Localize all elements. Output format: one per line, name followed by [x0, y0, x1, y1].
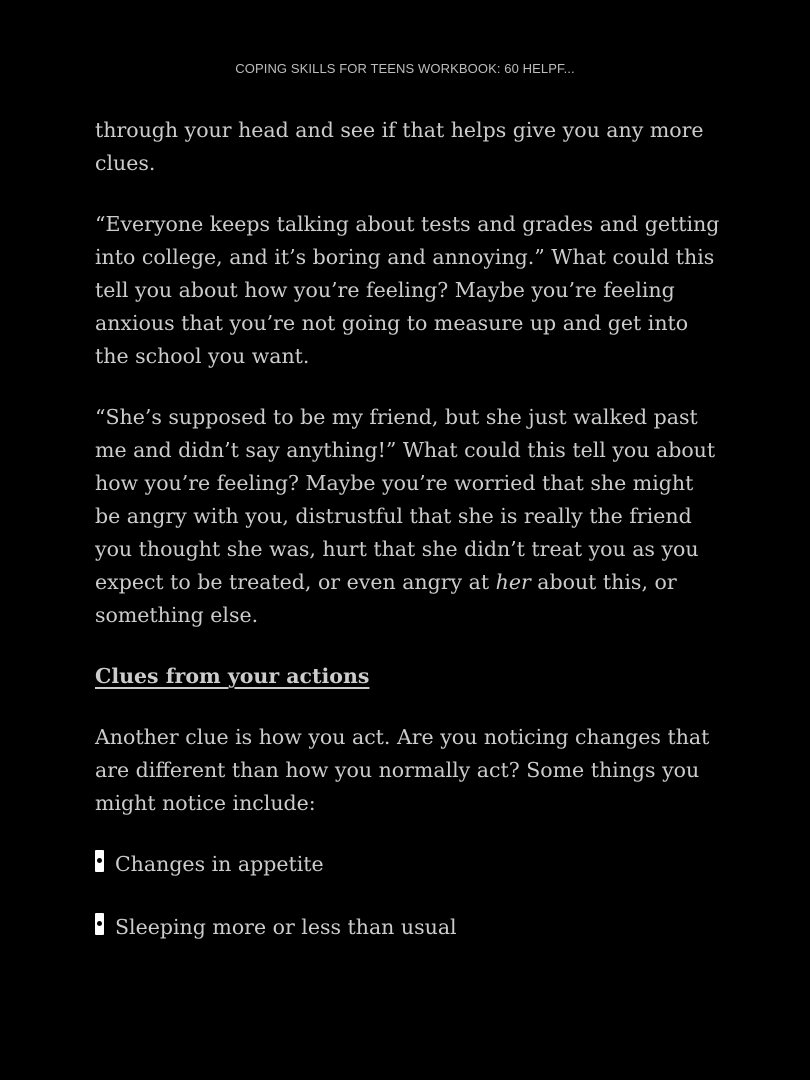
paragraph-3-emphasis: her — [495, 570, 531, 594]
paragraph-3 — [95, 401, 720, 632]
bullet-icon — [95, 913, 104, 935]
running-header: COPING SKILLS FOR TEENS WORKBOOK: 60 HELPF... — [235, 61, 575, 76]
bullet-icon — [95, 850, 104, 872]
section-heading: Clues from your actions — [95, 664, 370, 688]
bullet-item-sleeping — [95, 911, 720, 944]
bullet-text: Sleeping more or less than usual — [115, 915, 457, 939]
paragraph-3-text-end: about this, or something else. — [95, 570, 677, 627]
paragraph-3-text-start: “She’s supposed to be my friend, but she just walked past me and didn’t say anything!” What could this tell you about how you’re feeling? Maybe you’re worried that she might be angry with you, distrustful that she is really the friend you thought she was, hurt that she didn’t treat you as you expect to be treated, or even angry at — [95, 405, 716, 594]
paragraph-4: Another clue is how you act. Are you noticing changes that are different than how you normally act? Some things you might notice include: — [95, 725, 710, 815]
bullet-text: Changes in appetite — [115, 852, 324, 876]
paragraph-1: through your head and see if that helps give you any more clues. — [95, 118, 704, 175]
bullet-item-appetite — [95, 848, 720, 881]
page-body — [95, 114, 720, 974]
paragraph-2: “Everyone keeps talking about tests and grades and getting into college, and it’s boring and annoying.” What could this tell you about how you’re feeling? Maybe you’re feeling anxious that you’re not going to measure up and get into the school you want. — [95, 212, 720, 368]
